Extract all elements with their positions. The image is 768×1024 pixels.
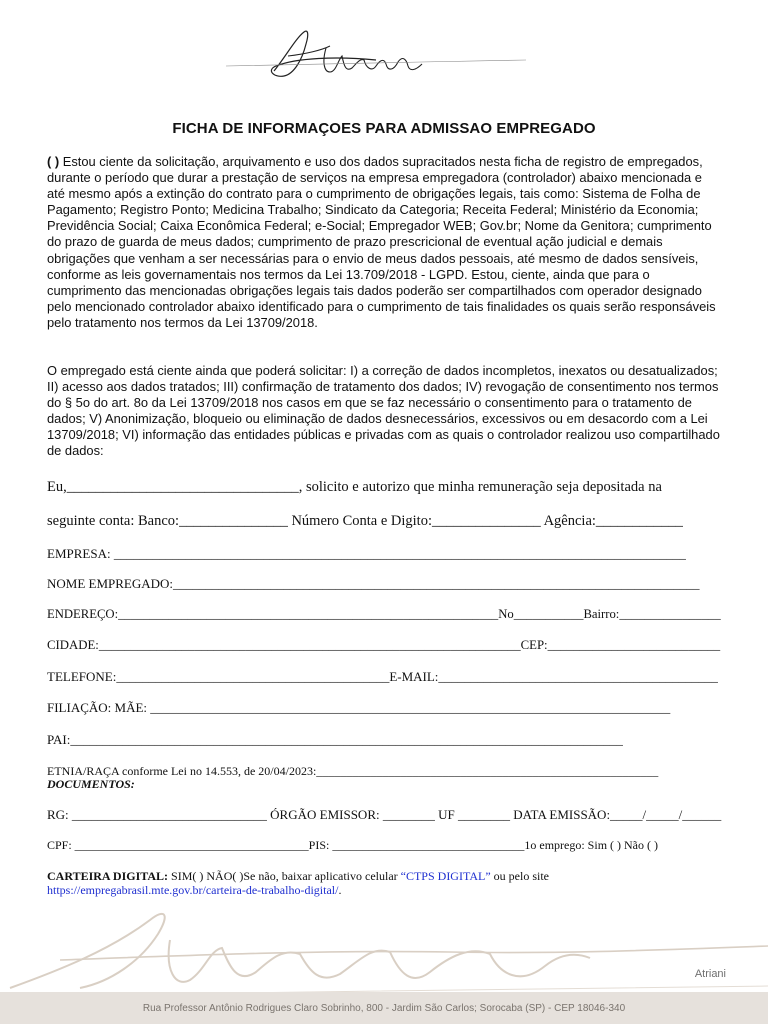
footer-brand: Atriani xyxy=(694,968,726,980)
ctps-app-name: “CTPS DIGITAL” xyxy=(400,869,491,883)
cidade-field[interactable]: CIDADE:__________________________________________________________________CEP:___________________________ xyxy=(47,638,721,652)
rights-paragraph: O empregado está ciente ainda que poderá solicitar: I) a correção de dados incompletos, inexatos ou desatualizados; II) acesso aos dados tratados; III) confirmação de tratamento dos dados; IV) revogação de consentimento nos termos do § 5o do art. 8o da Lei 13709/2018 nos casos em que se faz necessário o consentimento para o tratamento de dados; V) Anonimização, bloqueio ou eliminação de dados desnecessários, excessivos ou em desacordo com a Lei 13709/2018; VI) informação das entidades públicas e privadas com as quais o controlador realizou uso compartilhado de dados: xyxy=(47,363,720,459)
cpf-field[interactable]: CPF: _______________________________________PIS: ________________________________1o emprego: Sim ( ) Não ( ) xyxy=(47,838,658,852)
carteira-digital-line xyxy=(47,869,549,884)
carteira-url-period: . xyxy=(338,883,342,897)
atriani-logo xyxy=(226,26,526,88)
atriani-watermark xyxy=(0,900,768,1000)
carteira-digital-label: CARTEIRA DIGITAL: xyxy=(47,869,169,883)
footer-address: Rua Professor Antônio Rodrigues Claro Sobrinho, 800 - Jardim São Carlos; Sorocaba (SP) - CEP 18046-340 xyxy=(142,1002,626,1014)
rg-field[interactable]: RG: ______________________________ ÓRGÃO EMISSOR: ________ UF ________ DATA EMISSÃO:_____/_____/______ xyxy=(47,807,722,822)
form-title: FICHA DE INFORMAÇOES PARA ADMISSAO EMPREGADO xyxy=(172,120,596,137)
consent-text: Estou ciente da solicitação, arquivamento e uso dos dados supracitados nesta ficha de registro de empregados, durante o período que durar a prestação de serviços na empresa empregadora (controlador) abaixo mencionada e até mesmo após a extinção do contrato para o cumprimento de obrigações legais, tais como: Sistema de Folha de Pagamento; Registro Ponto; Medicina Trabalho; Sindicato da Categoria; Receita Federal; Ministério da Economia; Previdência Social; Caixa Econômica Federal; e-Social; Empregador WEB; Gov.br; Nome da Genitora; cumprimento do prazo de guarda de meus dados; cumprimento de prazo prescricional de eventual ação judicial e demais obrigações que venham a ser necessárias para o envio de meus dados pessoais, até mesmo de dados sensíveis, conforme as leis governamentais nos termos da Lei 13.709/2018 - LGPD. Estou, ciente, ainda que para o cumprimento das mencionadas obrigações legais tais dados poderão ser compartilhados com operador designado pelo mencionado controlador abaixo identificado para o cumprimento de tais finalidades os quais serão responsáveis pelo tratamento nos termos da Lei 13709/2018. xyxy=(47,154,716,330)
consent-checkbox[interactable]: ( ) xyxy=(47,154,60,169)
empresa-field[interactable]: EMPRESA: ________________________________________________________________________________________ xyxy=(47,546,686,561)
endereco-field[interactable]: ENDEREÇO:____________________________________________________________No___________Bairro:________________ xyxy=(47,607,721,621)
documentos-heading: DOCUMENTOS: xyxy=(47,777,135,791)
authorization-line-1[interactable]: Eu,________________________________, solicito e autorizo que minha remuneração seja depositada na xyxy=(47,479,662,495)
carteira-site-suffix: ou pelo site xyxy=(490,869,549,883)
authorization-line-2[interactable]: seguinte conta: Banco:_______________ Número Conta e Digito:_______________ Agência:____________ xyxy=(47,513,683,529)
pai-field[interactable]: PAI:_____________________________________________________________________________________ xyxy=(47,732,623,747)
footer-bar xyxy=(0,992,768,1024)
consent-paragraph xyxy=(47,154,721,331)
carteira-digital-link[interactable]: https://empregabrasil.mte.gov.br/carteira-de-trabalho-digital/ xyxy=(47,883,339,897)
etnia-field[interactable]: ETNIA/RAÇA conforme Lei no 14.553, de 20/04/2023:_________________________________________________________ xyxy=(47,764,659,778)
nome-empregado-field[interactable]: NOME EMPREGADO:_________________________________________________________________________________ xyxy=(47,576,700,591)
filiacao-mae-field[interactable]: FILIAÇÃO: MÃE: ________________________________________________________________________________ xyxy=(47,700,671,715)
carteira-digital-options[interactable]: SIM( ) NÃO( )Se não, baixar aplicativo celular xyxy=(168,869,401,883)
carteira-url-line xyxy=(47,883,341,898)
telefone-field[interactable]: TELEFONE:__________________________________________E-MAIL:___________________________________________ xyxy=(47,669,718,684)
